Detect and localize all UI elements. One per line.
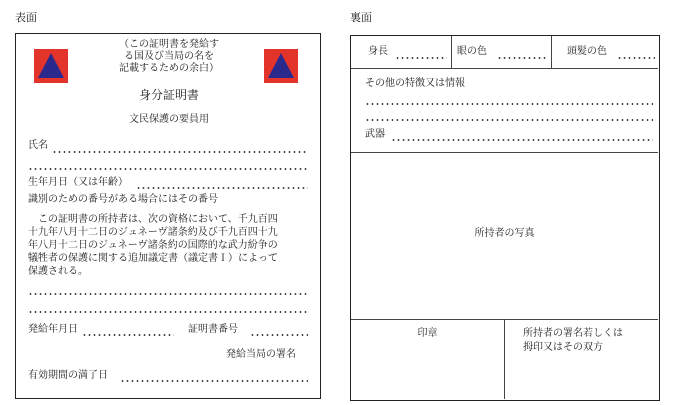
statement-line-2: 十九年八月十二日のジュネーヴ諸条約及び千九百四十九 [28,227,278,238]
hair-color-dotted-line [617,57,655,59]
statement-line-4: 犠牲者の保護に関する追加議定書（議定書Ｉ）によって [28,253,278,264]
birth-date-dotted-line [136,187,308,189]
birth-date-label: 生年月日（又は年齢） [28,177,128,188]
issuer-blank-note-line-2: る国及び当局の名を [124,51,214,62]
section-divider-1 [351,68,658,69]
certificate-number-dotted-line [250,334,308,336]
qualification-dotted-line-1 [28,293,308,295]
expiry-date-dotted-line [120,380,308,382]
holder-signature-label-line-1: 所持者の署名若しくは [523,328,623,339]
expiry-date-label: 有効期間の満了日 [28,370,108,381]
weapons-label: 武器 [365,129,385,140]
other-features-label: その他の特徴又は情報 [365,78,465,89]
authority-signature-label: 発給当局の署名 [226,349,296,360]
section-divider-2 [351,152,658,153]
other-features-dotted-line-2 [365,119,653,121]
name-label: 氏名 [28,140,48,151]
back-side-label: 裏面 [350,11,372,24]
height-label: 身長 [368,46,388,57]
seal-signature-divider [504,319,505,399]
holder-photo-label: 所持者の写真 [474,228,535,239]
civil-defence-emblem-left [34,49,68,83]
row-divider-1 [451,36,452,68]
issuer-blank-note-line-3: 記載するための余白） [119,63,219,74]
certificate-number-label: 証明書番号 [188,324,238,335]
back-card [350,35,660,401]
eye-color-label: 眼の色 [457,46,487,57]
civil-defence-emblem-right [264,49,298,83]
id-number-label: 識別のための番号がある場合にはその番号 [28,194,218,205]
row-divider-2 [551,36,552,68]
statement-line-3: 年八月十二日のジュネーヴ諸条約の国際的な武力紛争の [28,240,278,251]
issue-date-label: 発給年月日 [28,324,78,335]
hair-color-label: 頭髪の色 [567,46,607,57]
height-dotted-line [395,57,447,59]
other-features-dotted-line-1 [365,103,653,105]
seal-label: 印章 [417,328,438,339]
issue-date-dotted-line [82,334,174,336]
holder-signature-label-line-2: 拇印又はその双方 [523,342,603,353]
qualification-dotted-line-2 [28,311,308,313]
front-side-label: 表面 [15,11,37,24]
front-card [15,33,321,399]
statement-line-1: この証明書の所持者は、次の資格において、千九百四 [28,214,278,225]
statement-line-5: 保護される。 [28,266,88,277]
document-subtitle: 文民保護の要員用 [129,114,209,125]
eye-color-dotted-line [497,57,547,59]
name-dotted-line [52,151,308,153]
weapons-dotted-line [391,139,653,141]
issuer-blank-note-line-1: （この証明書を発給す [119,39,219,50]
document-title: 身分証明書 [138,88,199,102]
name-dotted-line-2 [28,168,308,170]
